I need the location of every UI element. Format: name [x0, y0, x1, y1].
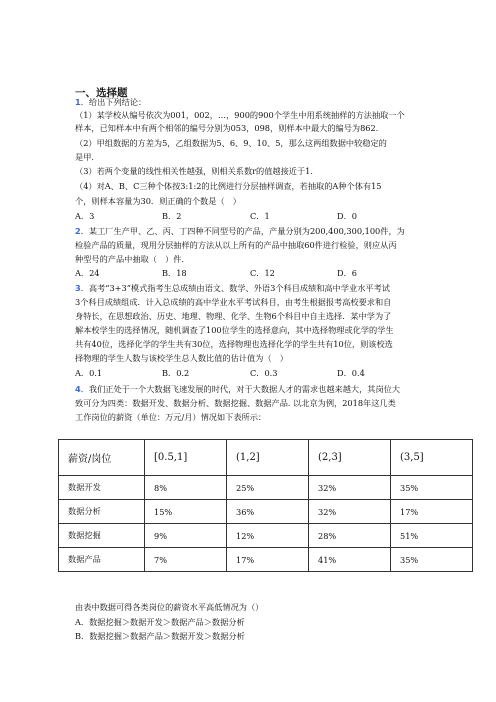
table-row — [59, 500, 473, 524]
table-row — [59, 548, 473, 572]
q2-line-1: 2．某工厂生产甲、乙、丙、丁四种不同型号的产品，产量分别为200,400,300,100件，为 — [75, 226, 405, 236]
table-cell: 8% — [145, 476, 227, 500]
table-cell: 7% — [145, 548, 227, 572]
q4-line-3: 工作岗位的薪资（单位：万元/月）情况如下表所示： — [75, 412, 267, 422]
q4-number: 4． — [75, 384, 89, 394]
q2-option-d[interactable]: D．6 — [337, 268, 357, 278]
q1-option-a[interactable]: A．3 — [75, 211, 95, 221]
q3-line-3: 身特长，在思想政治、历史、地理、物理、化学、生物6个科目中自主选择．某中学为了 — [75, 311, 392, 321]
q3-line-4: 解本校学生的选择情况，随机调查了100位学生的选择意向，其中选择物理或化学的学生 — [75, 325, 394, 335]
q1-option-b[interactable]: B．2 — [162, 211, 182, 221]
table-cell: 数据开发 — [59, 476, 145, 500]
table-cell: 数据分析 — [59, 500, 145, 524]
q3-option-c[interactable]: C．0.3 — [250, 368, 278, 378]
q2-option-c[interactable]: C．12 — [250, 268, 275, 278]
q1-number: 1． — [75, 97, 89, 107]
q2-line-2: 检验产品的质量，现用分层抽样的方法从以上所有的产品中抽取60件进行检验，则应从丙 — [75, 240, 397, 250]
q2-line-3: 种型号的产品中抽取（ ）件． — [75, 254, 190, 264]
q3-line-2: 3个科目成绩组成．计入总成绩的高中学业水平考试科目，由考生根据报考高校要求和自 — [75, 297, 392, 307]
q4-line-1: 4．我们正处于一个大数据飞速发展的时代，对于大数据人才的需求也越来越大，其岗位大 — [75, 384, 401, 394]
q1-stem: 给出下列结论： — [88, 97, 147, 107]
q3-line-5: 共有40位，选择化学的学生共有30位，选择物理也选择化学的学生共有10位，则该校选 — [75, 339, 393, 349]
q3-option-b[interactable]: B．0.2 — [162, 368, 190, 378]
table-header-row — [59, 440, 473, 476]
q4-option-b[interactable]: B．数据挖掘＞数据产品＞数据开发＞数据分析 — [75, 631, 245, 641]
q1-stem-line — [75, 97, 146, 108]
q2-option-b[interactable]: B．18 — [162, 268, 187, 278]
table-cell: 17% — [227, 548, 309, 572]
table-header-cell: (2,3] — [309, 440, 391, 476]
q3-number: 3． — [75, 283, 89, 293]
q3-option-d[interactable]: D．0.4 — [337, 368, 365, 378]
q1-line-7: 个，则样本容量为30．则正确的个数是（ ） — [75, 196, 241, 206]
q3-line-6: 择物理的学生人数与该校学生总人数比值的估计值为（ ） — [75, 353, 288, 363]
table-cell: 数据产品 — [59, 548, 145, 572]
q4-line-2: 致可分为四类：数据开发、数据分析、数据挖掘、数据产品. 以北京为例，2018年这几类 — [75, 398, 396, 408]
table-cell: 35% — [391, 548, 473, 572]
table-header-cell: 薪资/岗位 — [59, 440, 145, 476]
table-header-cell: (1,2] — [227, 440, 309, 476]
table-cell: 25% — [227, 476, 309, 500]
salary-table — [58, 439, 473, 572]
table-header-cell: [0.5,1] — [145, 440, 227, 476]
section-title: 一、选择题 — [75, 87, 128, 99]
table-header-cell: (3,5] — [391, 440, 473, 476]
q2-option-a[interactable]: A．24 — [75, 268, 100, 278]
table-cell: 41% — [309, 548, 391, 572]
q1-line-4: 是甲． — [75, 152, 100, 162]
q2-number: 2． — [75, 226, 89, 236]
table-cell: 12% — [227, 524, 309, 548]
table-cell: 17% — [391, 500, 473, 524]
table-cell: 28% — [309, 524, 391, 548]
q4-option-a[interactable]: A．数据挖掘＞数据开发＞数据产品＞数据分析 — [75, 617, 245, 627]
q3-option-a[interactable]: A．0.1 — [75, 368, 103, 378]
q1-line-6: （4）对A、B、C三种个体按3:1:2的比例进行分层抽样调查，若抽取的A种个体有15 — [75, 181, 382, 191]
table-cell: 数据挖掘 — [59, 524, 145, 548]
table-cell: 36% — [227, 500, 309, 524]
table-row — [59, 476, 473, 500]
q1-line-3: （2）甲组数据的方差为5，乙组数据为5、6、9、10、5，那么这两组数据中较稳定的 — [75, 138, 387, 148]
table-cell: 35% — [391, 476, 473, 500]
q1-line-1: （1）某学校从编号依次为001，002，…，900的900个学生中用系统抽样的方法抽取一个 — [75, 110, 405, 120]
q1-line-2: 样本，已知样本中有两个相邻的编号分别为053，098，则样本中最大的编号为862． — [75, 123, 384, 133]
q1-line-5: （3）若两个变量的线性相关性越强，则相关系数r的值越接近于1． — [75, 166, 319, 176]
q1-option-d[interactable]: D．0 — [337, 211, 357, 221]
table-cell: 51% — [391, 524, 473, 548]
table-row — [59, 524, 473, 548]
q4-after-table: 由表中数据可得各类岗位的薪资水平高低情况为（） — [75, 602, 264, 612]
q1-option-c[interactable]: C．1 — [250, 211, 270, 221]
table-cell: 15% — [145, 500, 227, 524]
table-cell: 9% — [145, 524, 227, 548]
q3-line-1: 3．高考“3+3”模式指考生总成绩由语文、数学、外语3个科目成绩和高中学业水平考试 — [75, 283, 390, 293]
table-cell: 32% — [309, 500, 391, 524]
table-cell: 32% — [309, 476, 391, 500]
